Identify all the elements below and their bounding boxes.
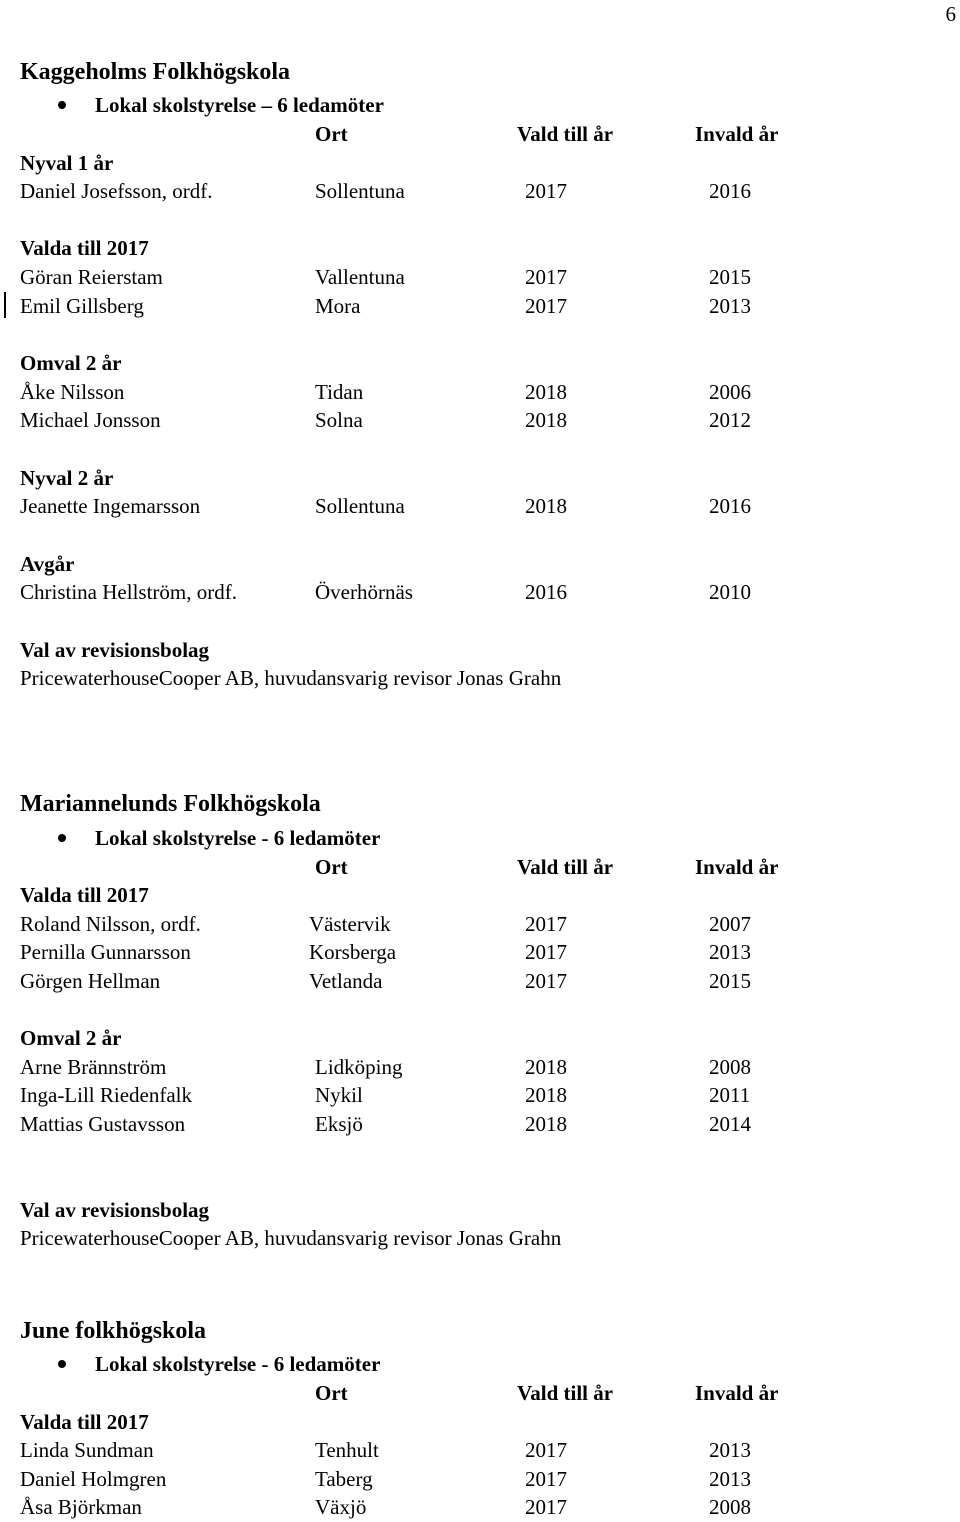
group-heading: Omval 2 år xyxy=(20,1026,122,1050)
column-header-invald: Invald år xyxy=(695,122,779,146)
section-title: Kaggeholms Folkhögskola xyxy=(20,59,291,85)
member-ort: Överhörnäs xyxy=(315,580,413,604)
column-header-ort: Ort xyxy=(315,122,348,146)
member-name: Linda Sundman xyxy=(20,1438,154,1462)
member-vald: 2017 xyxy=(525,1438,567,1462)
board-subtitle: Lokal skolstyrelse - 6 ledamöter xyxy=(95,1352,381,1376)
section-title: June folkhögskola xyxy=(20,1318,207,1344)
member-invald: 2016 xyxy=(709,179,751,203)
member-ort: Tenhult xyxy=(315,1438,379,1462)
member-vald: 2017 xyxy=(525,294,567,318)
section-title: Mariannelunds Folkhögskola xyxy=(20,791,321,817)
revision-heading: Val av revisionsbolag xyxy=(20,1198,210,1222)
column-header-vald: Vald till år xyxy=(517,122,614,146)
member-ort: Tidan xyxy=(315,380,364,404)
member-ort: Nykil xyxy=(315,1083,363,1107)
member-ort: Sollentuna xyxy=(315,179,405,203)
member-vald: 2018 xyxy=(525,1083,567,1107)
member-name: Roland Nilsson, ordf. xyxy=(20,912,201,936)
bullet-icon xyxy=(58,1360,66,1368)
member-name: Göran Reierstam xyxy=(20,265,163,289)
member-vald: 2018 xyxy=(525,380,567,404)
column-header-vald: Vald till år xyxy=(517,855,614,879)
member-ort: Mora xyxy=(315,294,361,318)
column-header-ort: Ort xyxy=(315,1381,348,1405)
member-name: Inga-Lill Riedenfalk xyxy=(20,1083,193,1107)
member-vald: 2017 xyxy=(525,265,567,289)
group-heading: Nyval 1 år xyxy=(20,151,114,175)
member-invald: 2013 xyxy=(709,940,751,964)
member-invald: 2013 xyxy=(709,294,751,318)
column-header-ort: Ort xyxy=(315,855,348,879)
column-header-invald: Invald år xyxy=(695,1381,779,1405)
member-ort: Eksjö xyxy=(315,1112,363,1136)
member-vald: 2018 xyxy=(525,494,567,518)
member-invald: 2013 xyxy=(709,1467,751,1491)
member-vald: 2017 xyxy=(525,969,567,993)
member-name: Åsa Björkman xyxy=(20,1495,142,1519)
member-name: Daniel Josefsson, ordf. xyxy=(20,179,213,203)
member-name: Michael Jonsson xyxy=(20,408,161,432)
member-vald: 2016 xyxy=(525,580,567,604)
group-heading: Valda till 2017 xyxy=(20,1410,149,1434)
member-vald: 2018 xyxy=(525,1112,567,1136)
group-heading: Omval 2 år xyxy=(20,351,122,375)
member-ort: Vallentuna xyxy=(315,265,405,289)
change-bar xyxy=(4,292,6,318)
member-name: Åke Nilsson xyxy=(20,380,125,404)
member-invald: 2008 xyxy=(709,1495,751,1519)
board-subtitle: Lokal skolstyrelse – 6 ledamöter xyxy=(95,93,384,117)
group-heading: Valda till 2017 xyxy=(20,236,149,260)
column-header-vald: Vald till år xyxy=(517,1381,614,1405)
member-ort: Taberg xyxy=(315,1467,373,1491)
bullet-icon xyxy=(58,834,66,842)
member-name: Daniel Holmgren xyxy=(20,1467,167,1491)
member-invald: 2006 xyxy=(709,380,751,404)
member-vald: 2017 xyxy=(525,179,567,203)
group-heading: Avgår xyxy=(20,552,75,576)
member-vald: 2017 xyxy=(525,1467,567,1491)
member-vald: 2018 xyxy=(525,1055,567,1079)
bullet-icon xyxy=(58,101,66,109)
member-name: Emil Gillsberg xyxy=(20,294,144,318)
member-name: Pernilla Gunnarsson xyxy=(20,940,191,964)
member-invald: 2011 xyxy=(709,1083,751,1107)
member-name: Mattias Gustavsson xyxy=(20,1112,186,1136)
member-vald: 2017 xyxy=(525,940,567,964)
page-number: 6 xyxy=(945,2,956,26)
member-ort: Lidköping xyxy=(315,1055,403,1079)
member-invald: 2014 xyxy=(709,1112,751,1136)
member-invald: 2013 xyxy=(709,1438,751,1462)
member-ort: Sollentuna xyxy=(315,494,405,518)
member-ort: Växjö xyxy=(315,1495,367,1519)
member-name: Arne Brännström xyxy=(20,1055,167,1079)
revision-text: PricewaterhouseCooper AB, huvudansvarig revisor Jonas Grahn xyxy=(20,1226,562,1250)
revision-heading: Val av revisionsbolag xyxy=(20,638,210,662)
member-invald: 2016 xyxy=(709,494,751,518)
member-invald: 2015 xyxy=(709,969,751,993)
member-vald: 2018 xyxy=(525,408,567,432)
board-subtitle: Lokal skolstyrelse - 6 ledamöter xyxy=(95,826,381,850)
member-invald: 2008 xyxy=(709,1055,751,1079)
group-heading: Valda till 2017 xyxy=(20,883,149,907)
member-invald: 2012 xyxy=(709,408,751,432)
member-ort: Korsberga xyxy=(309,940,397,964)
member-invald: 2007 xyxy=(709,912,751,936)
member-vald: 2017 xyxy=(525,1495,567,1519)
member-name: Görgen Hellman xyxy=(20,969,161,993)
column-header-invald: Invald år xyxy=(695,855,779,879)
member-vald: 2017 xyxy=(525,912,567,936)
member-invald: 2015 xyxy=(709,265,751,289)
member-ort: Solna xyxy=(315,408,363,432)
member-ort: Vetlanda xyxy=(309,969,383,993)
member-ort: Västervik xyxy=(309,912,391,936)
revision-text: PricewaterhouseCooper AB, huvudansvarig revisor Jonas Grahn xyxy=(20,666,562,690)
group-heading: Nyval 2 år xyxy=(20,466,114,490)
member-name: Jeanette Ingemarsson xyxy=(20,494,201,518)
member-name: Christina Hellström, ordf. xyxy=(20,580,237,604)
member-invald: 2010 xyxy=(709,580,751,604)
